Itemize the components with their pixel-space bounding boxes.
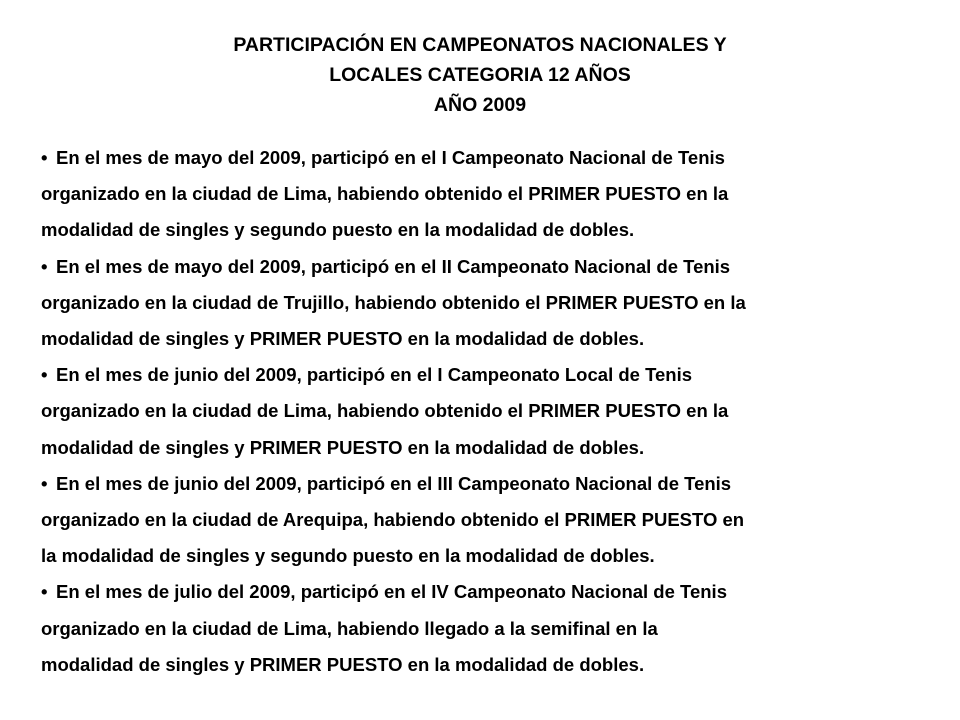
title-line-1: PARTICIPACIÓN EN CAMPEONATOS NACIONALES Y (233, 34, 727, 56)
list-item-text: En el mes de julio del 2009, participó en el IV Campeonato Nacional de Tenis (56, 581, 727, 603)
list-item-line (41, 357, 921, 393)
bullet-icon: • (41, 581, 48, 603)
list-item-1 (41, 140, 921, 249)
list-item-line: modalidad de singles y PRIMER PUESTO en la modalidad de dobles. (41, 653, 645, 675)
list-item-5 (41, 574, 921, 683)
bullet-icon: • (41, 472, 48, 494)
list-item-text: En el mes de junio del 2009, participó en el III Campeonato Nacional de Tenis (56, 472, 732, 494)
list-item-line: modalidad de singles y PRIMER PUESTO en la modalidad de dobles. (41, 328, 645, 350)
bullet-icon: • (41, 255, 48, 277)
list-item-line (41, 140, 921, 176)
list-item-text: En el mes de mayo del 2009, participó en el II Campeonato Nacional de Tenis (56, 255, 731, 277)
list-item-line: modalidad de singles y PRIMER PUESTO en la modalidad de dobles. (41, 436, 645, 458)
bullet-list (41, 140, 921, 683)
list-item-4 (41, 466, 921, 575)
bullet-icon: • (41, 147, 48, 168)
list-item-text: En el mes de junio del 2009, participó en el I Campeonato Local de Tenis (56, 364, 693, 386)
list-item-3 (41, 357, 921, 466)
list-item-text: En el mes de mayo del 2009, participó en el I Campeonato Nacional de Tenis (56, 147, 725, 168)
list-item-line: organizado en la ciudad de Lima, habiendo obtenido el PRIMER PUESTO en la (41, 400, 729, 422)
list-item-line: modalidad de singles y segundo puesto en la modalidad de dobles. (41, 219, 635, 241)
list-item-2 (41, 249, 921, 358)
bullet-icon: • (41, 364, 48, 386)
list-item-line (41, 466, 921, 502)
title-line-3: AÑO 2009 (433, 94, 527, 116)
page-title (60, 30, 900, 120)
list-item-line: organizado en la ciudad de Trujillo, habiendo obtenido el PRIMER PUESTO en la (41, 291, 746, 313)
list-item-line (41, 249, 921, 285)
title-line-2: LOCALES CATEGORIA 12 AÑOS (329, 64, 631, 86)
list-item-line: organizado en la ciudad de Arequipa, habiendo obtenido el PRIMER PUESTO en (41, 509, 745, 531)
list-item-line: organizado en la ciudad de Lima, habiendo llegado a la semifinal en la (41, 617, 658, 639)
list-item-line (41, 574, 921, 610)
list-item-line: organizado en la ciudad de Lima, habiendo obtenido el PRIMER PUESTO en la (41, 183, 729, 205)
list-item-line: la modalidad de singles y segundo puesto en la modalidad de dobles. (41, 545, 655, 567)
